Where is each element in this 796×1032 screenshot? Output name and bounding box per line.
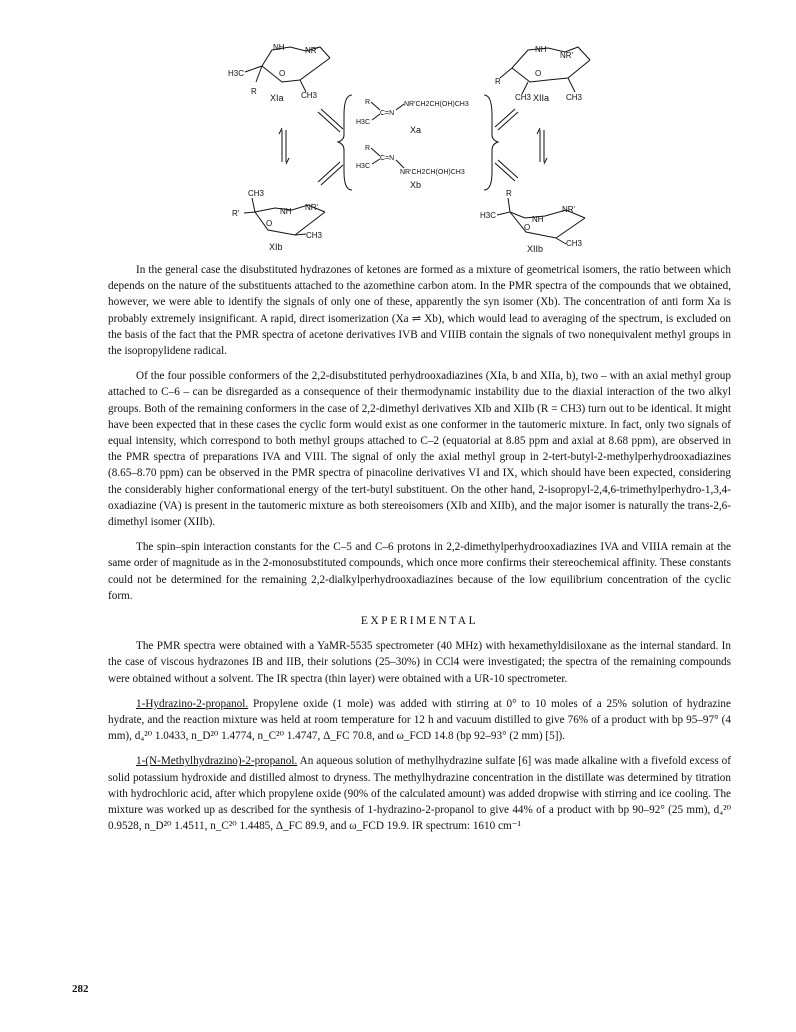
paragraph-isomers: In the general case the disubstituted hydrazones of ketones are formed as a mixture of geometrical isomers, the ratio between which depends on the nature of the substituents attached to the azomethine carbon atom. In the PMR spectra of the compounds that we obtained, however, we were able to identify the signals of only one of these, apparently the syn isomer (Xb). The concentration of anti form Xa is probably extremely insignificant. A rapid, direct isomerization (Xa ⇌ Xb), which would lead to averaging of the spectrum, is excluded on the basis of the fact that the PMR spectra of acetone derivatives IVB and VIIIB contain the signals of two nonequivalent methyl groups in the isopropylidene radical.	[108, 264, 731, 358]
atom-ch3: CH3	[566, 239, 583, 248]
prep-1-text: Propylene oxide (1 mole) was added with stirring at 0° to 10 moles of a 25% solution of hydrazine hydrate, and the reaction mixture was held at room temperature for 12 h and vacuum distilled to give 76% of a product with bp 95–97° (4 mm), d₄²⁰ 1.0433, n_D²⁰ 1.4774, n_C²⁰ 1.4747, Δ_FC 70.8, and ω_FCD 14.8 (bp 92–93° (2 mm) [5]).	[108, 697, 731, 743]
atom-r: R	[251, 87, 257, 96]
atom-ch3: CH3	[566, 93, 583, 102]
atom-nr: NR'	[560, 51, 574, 60]
right-brace	[484, 95, 498, 190]
atom-o: O	[535, 69, 542, 78]
atom-o: O	[524, 223, 531, 232]
atom-nh: NH	[535, 45, 547, 54]
prep-1-title: 1-Hydrazino-2-propanol.	[136, 697, 249, 710]
atom-ch3: CH3	[306, 231, 323, 240]
structure-XIb	[232, 189, 325, 252]
left-brace	[338, 95, 352, 190]
atom-ch3: CH3	[248, 189, 265, 198]
atom-cn: C=N	[380, 155, 395, 162]
atom-r: R	[495, 77, 501, 86]
atom-h3c: H3C	[480, 211, 497, 220]
label-Xa: Xa	[410, 125, 422, 135]
paragraph-prep-1	[108, 696, 731, 745]
atom-nh: NH	[532, 215, 544, 224]
section-heading-experimental: EXPERIMENTAL	[360, 615, 479, 628]
structure-Xa	[356, 99, 469, 135]
label-XIa: XIa	[270, 93, 284, 103]
prep-2-text: An aqueous solution of methylhydrazine sulfate [6] was made alkaline with a fivefold excess of solid potassium hydroxide and distilled almost to dryness. The methylhydrazine concentration in the distillate was determined by titration with hydrochloric acid, after which propylene oxide (90% of the calculated amount) was added dropwise with stirring and ice cooling. The mixture was worked up as described for the synthesis of 1-hydrazino-2-propanol to give 44% of a product with bp 90–92° (25 mm), d₄²⁰ 0.9528, n_D²⁰ 1.4511, n_C²⁰ 1.4485, Δ_FC 89.9, and ω_FCD 19.9. IR spectrum: 1610 cm⁻¹	[108, 755, 731, 833]
atom-nh: NH	[280, 207, 292, 216]
atom-rprime: R'	[232, 209, 240, 218]
page-number: 282	[72, 983, 89, 995]
label-XIIb: XIIb	[527, 244, 544, 254]
side-chain: NR'CH2CH(OH)CH3	[400, 169, 465, 176]
atom-r: R	[365, 145, 371, 152]
atom-nr: NR'	[562, 205, 576, 214]
atom-nr: NR'	[305, 203, 319, 212]
paragraph-conformers: Of the four possible conformers of the 2,2-disubstituted perhydrooxadiazines (XIa, b and XIIa, b), two – with an axial methyl group attached to C–6 – can be disregarded as a consequence of their thermodynamic instability due to the diaxial interaction of the two alkyl groups. Both of the remaining conformers in the case of 2,2-dimethyl derivatives XIb and XIIb (R = CH3) turn out to be identical. It might have been expected that in these cases the cyclic form would exist as one conformer in the tautomeric mixture. In fact, only two signals of equal intensity, which correspond to both methyl groups attached to C–2 (equatorial at 8.85 ppm and axial at 8.68 ppm), are observed in the PMR spectra of preparations IVA and VIII. The signal of only the axial methyl group in 2-tert-butyl-2-methylperhydrooxadiazines (8.65–8.70 ppm) can be observed in the PMR spectra of pinacoline derivatives VI and IX, which should have been expected, considering the considerably higher conformational energy of the tert-butyl substituent. On the other hand, 2-isopropyl-2,4,6-trimethylperhydro-1,3,4-oxadiazine (VA) is present in the tautomeric mixture as both stereoisomers (XIb and XIIb), and the major isomer is naturally the trans-2,6-dimethyl isomer (XIIb).	[108, 370, 731, 529]
atom-nh: NH	[273, 43, 285, 52]
atom-r: R	[506, 189, 512, 198]
atom-ch3: CH3	[301, 91, 318, 100]
atom-h3c: H3C	[356, 163, 371, 170]
side-chain: NR'CH2CH(OH)CH3	[404, 101, 469, 108]
reaction-scheme	[0, 0, 796, 262]
atom-nr: NR'	[305, 46, 319, 55]
label-XIIa: XIIa	[533, 93, 550, 103]
atom-ch3: CH3	[515, 93, 532, 102]
atom-o: O	[266, 219, 273, 228]
atom-o: O	[279, 69, 286, 78]
structure-XIIb	[480, 189, 585, 254]
atom-r: R	[365, 99, 371, 106]
structure-Xb	[356, 145, 465, 190]
structure-XIIa	[495, 45, 590, 103]
paragraph-spin-spin: The spin–spin interaction constants for the C–5 and C–6 protons in 2,2-dimethylperhydrooxadiazines IVA and VIIIA remain at the same order of magnitude as in the 2-monosubstituted compounds, which once more confirms their stereochemical affinity. These constants could not be determined for the remaining 2,2-dialkylperhydrooxadiazines because of the low equilibrium concentration of the cyclic form.	[108, 541, 731, 602]
label-Xb: Xb	[410, 180, 422, 190]
atom-h3c: H3C	[228, 69, 245, 78]
paragraph-prep-2	[108, 753, 731, 834]
prep-2-title: 1-(N-Methylhydrazino)-2-propanol.	[136, 755, 298, 768]
atom-cn: C=N	[380, 110, 395, 117]
atom-h3c: H3C	[356, 119, 371, 126]
structure-XIa	[228, 43, 330, 103]
label-XIb: XIb	[269, 242, 283, 252]
article-body	[108, 262, 731, 844]
paragraph-experimental: The PMR spectra were obtained with a YaMR-5535 spectrometer (40 MHz) with hexamethyldisiloxane as the internal standard. In the case of viscous hydrazones IB and IIB, their solutions (25–30%) in CCl4 were investigated; the spectra of the remaining compounds were obtained without a solvent. The IR spectra (thin layer) were obtained with a UR-10 spectrometer.	[108, 640, 731, 685]
